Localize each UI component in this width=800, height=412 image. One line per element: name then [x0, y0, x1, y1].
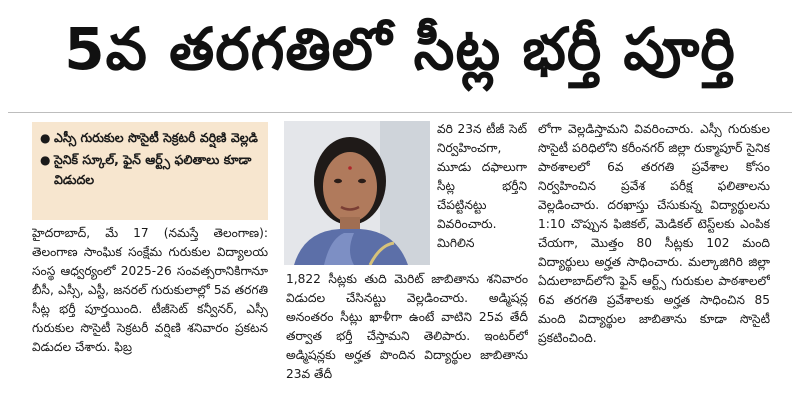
article-column-2-top: వరి 23న టీజీ సెట్ నిర్వహించగా, మూడు దఫాలుగా సీట్ల భర్తీని చేపట్టినట్టు వివరించారు. మిగిలిన [437, 122, 527, 250]
highlight-item [40, 150, 262, 190]
article-column-2-bottom: 1,822 సీట్లకు తుది మెరిట్ జాబితాను శనివారం విడుదల చేసినట్టు వెల్లడించారు. అడ్మిషన్ల అనంతరం సీట్లు ఖాళీగా ఉంటే వాటిని 25వ తేదీ తర్వాత భర్తీ చేస్తామని తెలిపారు. ఇంటర్‌లో అడ్మిషన్లకు అర్హత పొందిన విద్యార్థుల జాబితాను 23వ తేదీ [286, 272, 528, 381]
article-column-1: హైదరాబాద్, మే 17 (నమస్తే తెలంగాణ): తెలంగాణ సాంఘిక సంక్షేమ గురుకుల విద్యాలయ సంస్థ ఆధ్వర్యంలో 2025-26 సంవత్సరానికిగానూ బీసీ, ఎస్సీ, ఎస్టీ, జనరల్ గురుకులాల్లో 5వ తరగతి సీట్ల భర్తీ పూర్తయింది. టీజీసెట్ కన్వీనర్, ఎస్సీ గురుకుల సొసైటీ సెక్రటరీ వర్షిణి శనివారం ప్రకటన విడుదల చేశారు. ఫిబ్ర [32, 226, 268, 354]
highlight-text: సైనిక్ స్కూల్, ఫైన్ ఆర్ట్స్ ఫలితాలు కూడా విడుదల [54, 152, 252, 187]
article-column-3: లోగా వెల్లడిస్తామని వివరించారు. ఎస్సీ గురుకుల సొసైటీ పరిధిలోని కరీంనగర్ జిల్లా రుక్మాపూర్ సైనిక పాఠశాలలో 6వ తరగతి ప్రవేశాల కోసం నిర్వహించిన ప్రవేశ పరీక్ష ఫలితాలను వెల్లడించారు. దరఖాస్తు చేసుకున్న విద్యార్థులను 1:10 చొప్పున ఫిజికల్, మెడికల్ టెస్ట్‌లకు ఎంపిక చేయగా, మొత్తం 80 సీట్లకు 102 మంది విద్యార్థులు అర్హత సాధించారు. మల్కాజిగిరి జిల్లా ఏదులాబాద్‌లోని ఫైన్ ఆర్ట్స్ గురుకుల పాఠశాలలో 6వ తరగతి ప్రవేశాలకు అర్హత సాధించిన 85 మంది విద్యార్థుల జాబితాను కూడా సొసైటీ ప్రకటించింది. [538, 122, 770, 345]
bullet-icon: ● [40, 131, 51, 145]
headline-divider [8, 112, 792, 113]
highlights-box [32, 122, 268, 220]
highlight-item [40, 128, 262, 148]
highlight-text: ఎస్సీ గురుకుల సొసైటీ సెక్రటరీ వర్షిణి వెల్లడి [54, 130, 258, 145]
headline: 5వ తరగతిలో సీట్ల భర్తీ పూర్తి [64, 14, 736, 83]
official-photo [284, 121, 430, 265]
bullet-icon: ● [40, 153, 51, 167]
portrait-image [284, 121, 430, 265]
